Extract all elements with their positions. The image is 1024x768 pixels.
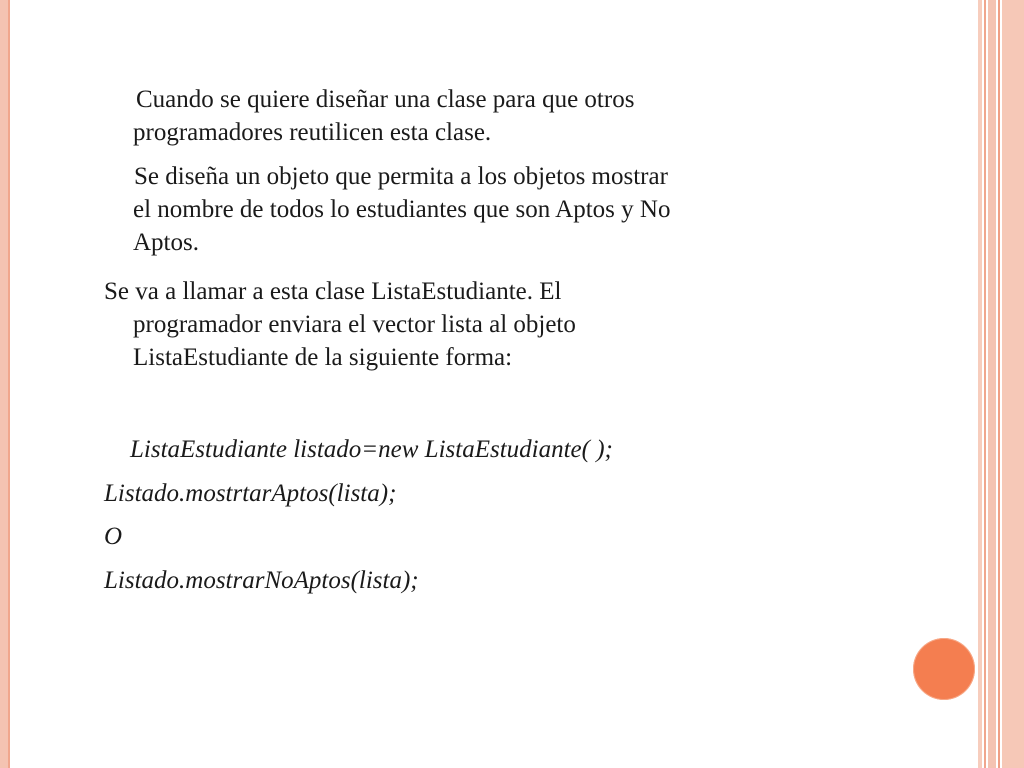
text-line: Aptos.: [133, 229, 199, 256]
code-line-4: Listado.mostrarNoAptos(lista);: [104, 567, 419, 594]
text-line: ListaEstudiante de la siguiente forma:: [133, 344, 513, 371]
text-line: Cuando se quiere diseñar una clase para que otros: [136, 86, 635, 113]
paragraph-1: [104, 83, 634, 149]
paragraph-2: [104, 160, 670, 259]
code-line-3: O: [104, 523, 123, 550]
text-line: programador enviara el vector lista al objeto: [133, 311, 576, 338]
text-line: Se va a llamar a esta clase ListaEstudiante. El: [104, 278, 562, 305]
text-line: Se diseña un objeto que permita a los objetos mostrar: [134, 163, 668, 190]
text-line: programadores reutilicen esta clase.: [133, 119, 492, 146]
code-line-1: ListaEstudiante listado=new ListaEstudiante( );: [130, 436, 613, 463]
paragraph-3: [104, 275, 576, 374]
code-line-2: Listado.mostrtarAptos(lista);: [104, 480, 397, 507]
text-line: el nombre de todos lo estudiantes que son Aptos y No: [133, 196, 671, 223]
